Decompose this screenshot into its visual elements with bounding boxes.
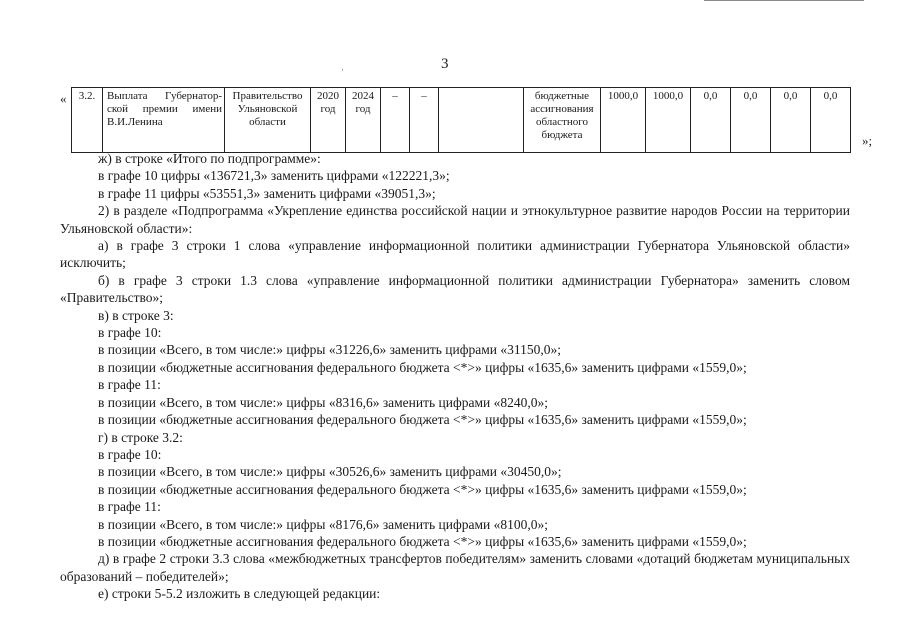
- cell-value: 0,0: [771, 88, 811, 153]
- amendment-table: [71, 87, 851, 153]
- text-line: в позиции «Всего, в том числе:» цифры «31226,6» заменить цифрами «31150,0»;: [98, 342, 562, 358]
- text-line: а) в графе 3 строки 1 слова «управление информационной политики администрации Губернатора Ульяновской области» исключить;: [60, 238, 850, 271]
- text-line: в графе 10:: [98, 325, 162, 341]
- text-line: в позиции «бюджетные ассигнования федерального бюджета <*>» цифры «1635,6» заменить цифрами «1559,0»;: [98, 481, 747, 497]
- cell-organization: Правительство Ульяновской области: [225, 88, 311, 153]
- table-row: [72, 88, 851, 153]
- text-line: д) в графе 2 строки 3.3 слова «межбюджетных трансфертов победителям» заменить словами «дотаций бюджетам муниципальных образований – победителей»;: [60, 551, 850, 584]
- text-line: в графе 11:: [98, 499, 161, 515]
- cell-value: 0,0: [811, 88, 851, 153]
- document-body: [60, 150, 850, 603]
- text-line: в позиции «бюджетные ассигнования федерального бюджета <*>» цифры «1635,6» заменить цифрами «1559,0»;: [98, 412, 747, 428]
- cell-empty: [439, 88, 524, 153]
- text-line: в) в строке 3:: [98, 307, 174, 323]
- text-line: в позиции «бюджетные ассигнования федерального бюджета <*>» цифры «1635,6» заменить цифрами «1559,0»;: [98, 359, 747, 375]
- cell-funding-source: бюджетные ассигнования областного бюджета: [524, 88, 601, 153]
- cell-value: 0,0: [691, 88, 731, 153]
- cell-year-end: 2024 год: [346, 88, 381, 153]
- text-line: г) в строке 3.2:: [98, 429, 183, 445]
- cell-measure-name: Выплата Губернатор-ской премии имени В.И.Ленина: [103, 88, 225, 153]
- text-line: 2) в разделе «Подпрограмма «Укрепление единства российской нации и этнокультурное развитие народов России на территории Ульяновской области»:: [60, 203, 850, 236]
- text-line: в позиции «Всего, в том числе:» цифры «8316,6» заменить цифрами «8240,0»;: [98, 394, 549, 410]
- cell-value: 1000,0: [601, 88, 646, 153]
- text-line: ж) в строке «Итого по подпрограмме»:: [98, 151, 321, 166]
- text-line: в позиции «бюджетные ассигнования федерального бюджета <*>» цифры «1635,6» заменить цифрами «1559,0»;: [98, 533, 747, 549]
- text-line: б) в графе 3 строки 1.3 слова «управление информационной политики администрации Губернатора» заменить словом «Правительство»;: [60, 272, 850, 306]
- text-line: е) строки 5-5.2 изложить в следующей редакции:: [98, 586, 381, 602]
- cell-year-start: 2020 год: [311, 88, 346, 153]
- cell-row-number: 3.2.: [72, 88, 103, 153]
- cell-dash-1: –: [381, 88, 410, 153]
- page-number: 3: [441, 56, 449, 72]
- text-line: в позиции «Всего, в том числе:» цифры «8176,6» заменить цифрами «8100,0»;: [98, 516, 549, 532]
- cell-value: 1000,0: [646, 88, 691, 153]
- text-line: в графе 11:: [98, 377, 161, 393]
- text-line: в графе 10:: [98, 446, 162, 462]
- table-close-quote: »;: [862, 133, 873, 148]
- text-line: в позиции «Всего, в том числе:» цифры «30526,6» заменить цифрами «30450,0»;: [98, 464, 562, 480]
- text-line: в графе 11 цифры «53551,3» заменить цифрами «39051,3»;: [98, 185, 436, 201]
- scan-speck: ‚: [341, 62, 344, 72]
- text-line: в графе 10 цифры «136721,3» заменить цифрами «122221,3»;: [98, 168, 450, 184]
- cell-dash-2: –: [410, 88, 439, 153]
- table-open-quote: «: [60, 91, 67, 106]
- cell-value: 0,0: [731, 88, 771, 153]
- top-rule: [704, 0, 864, 1]
